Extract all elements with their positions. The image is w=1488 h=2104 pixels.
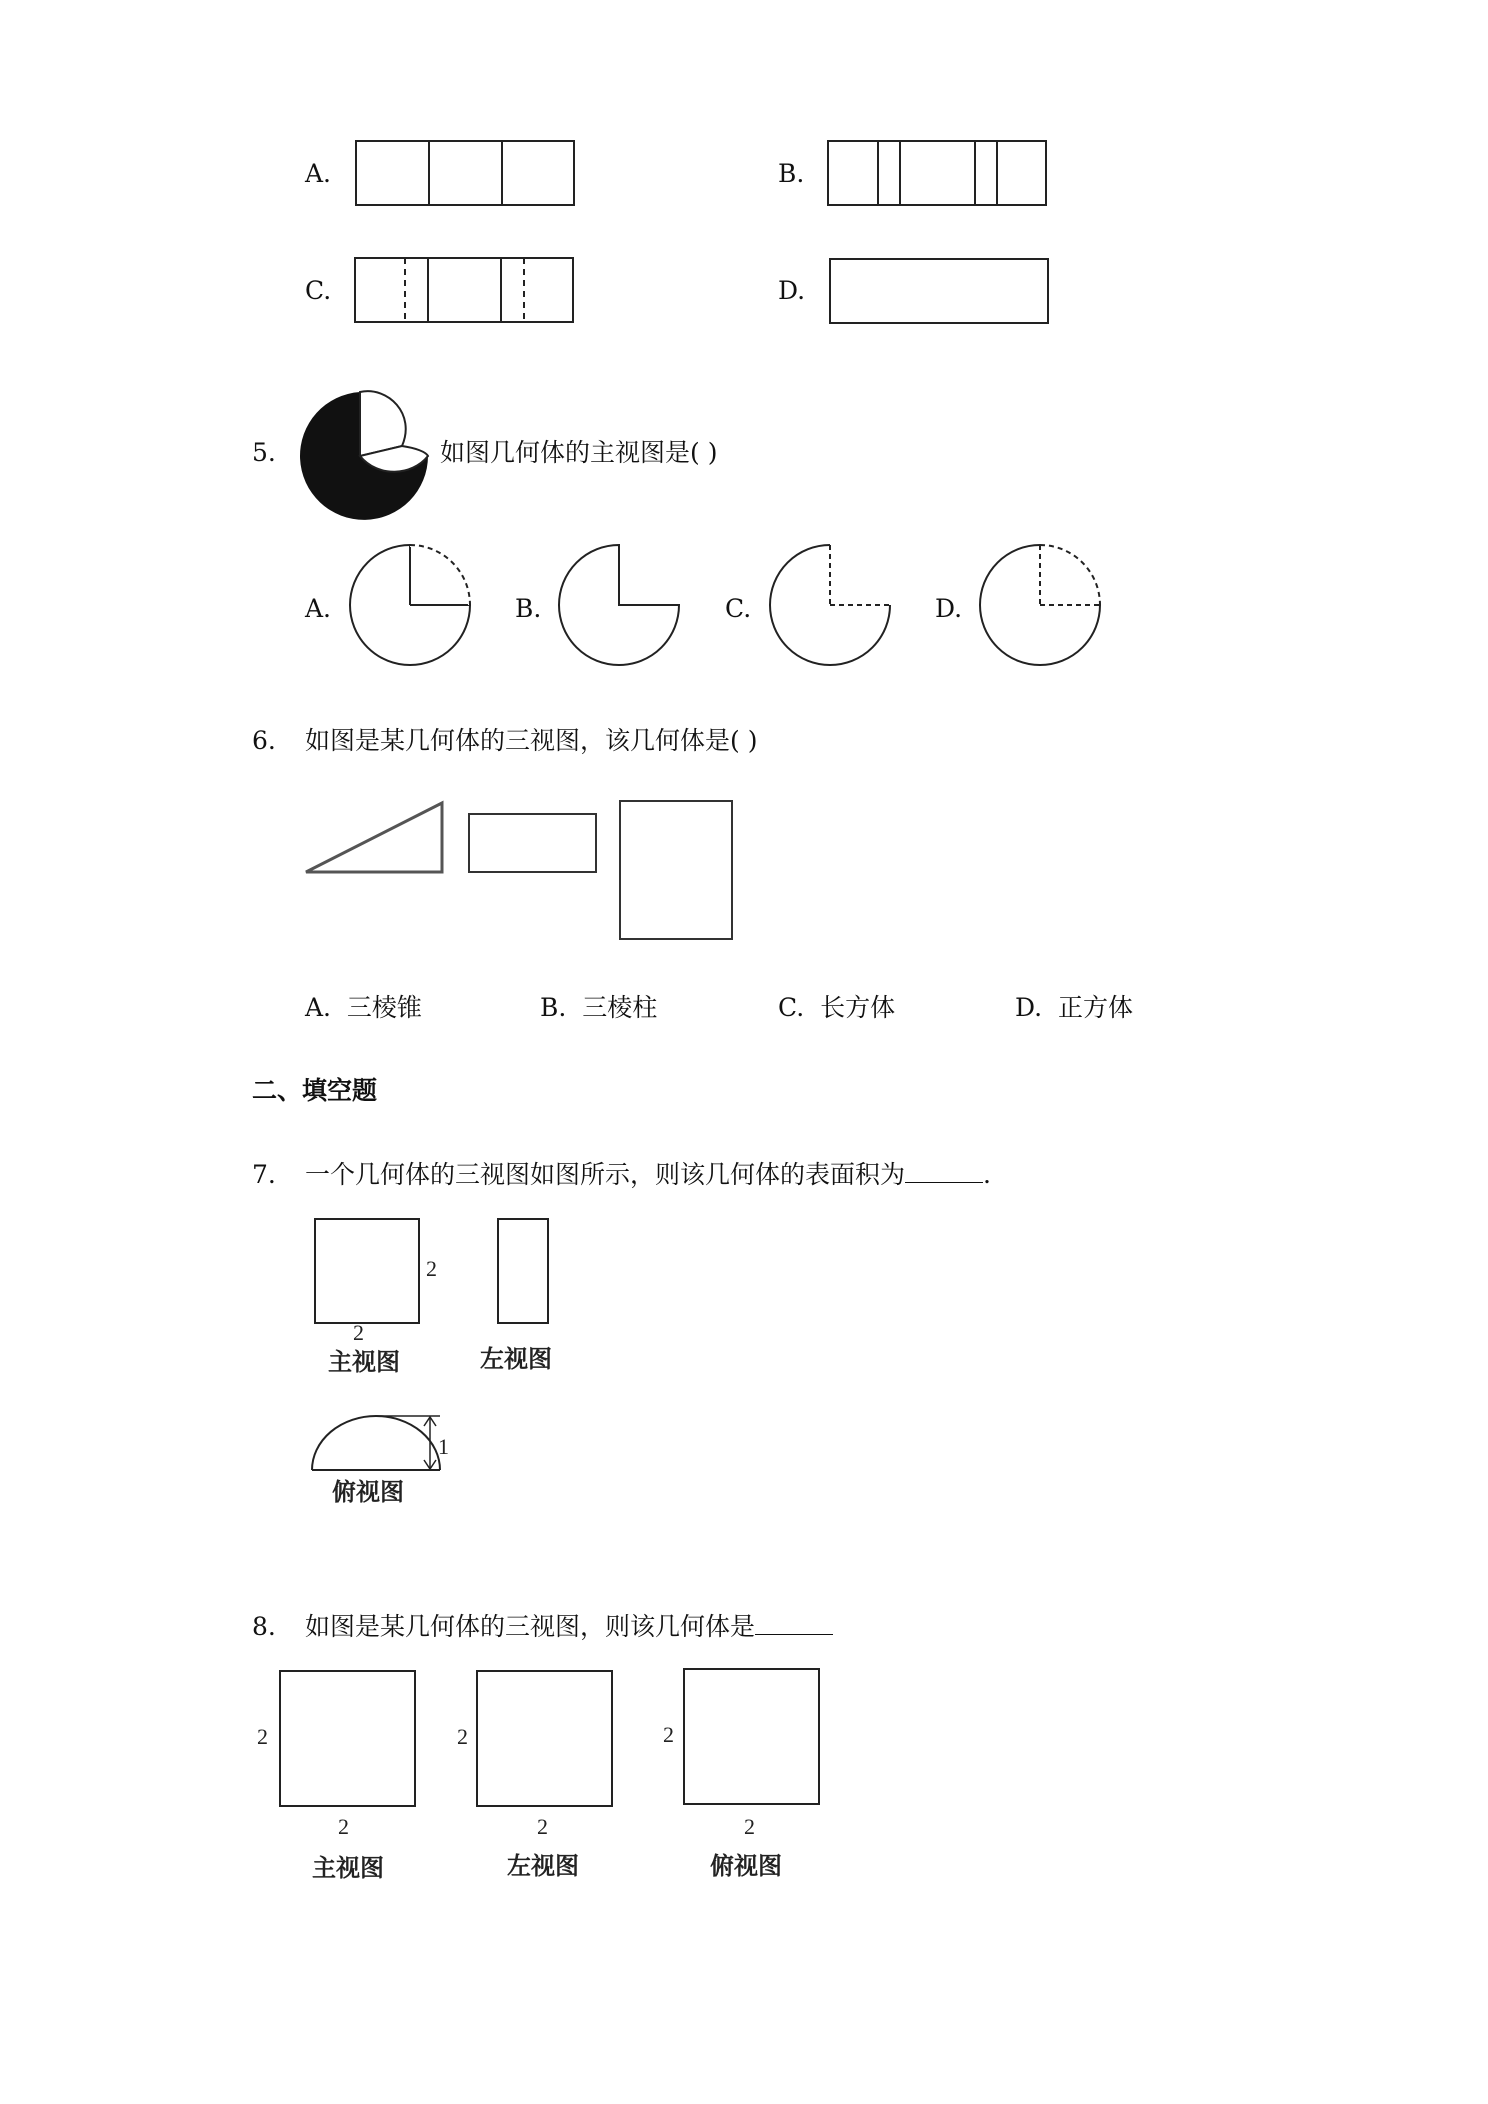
q6-option-d-text: 正方体 [1058, 993, 1134, 1022]
q5-solid-figure [304, 384, 434, 516]
q6-option-a-text: 三棱锥 [346, 993, 422, 1022]
q5-option-d-label: D. [935, 594, 963, 623]
q8-answer-blank[interactable] [755, 1612, 833, 1635]
q8-front-view-label: 主视图 [312, 1854, 384, 1882]
q7-front-side-dim: 2 [426, 1256, 437, 1281]
q4-option-a-label: A. [305, 159, 332, 188]
q8-top-view-label: 俯视图 [710, 1852, 782, 1880]
q6-option-d-letter: D. [1015, 993, 1043, 1022]
q4-option-c-figure [354, 257, 576, 325]
q5-option-a-label: A. [305, 594, 332, 623]
section-title-fill-in: 二、填空题 [252, 1076, 378, 1105]
q5-option-d-figure [978, 543, 1104, 669]
q8-front-view [279, 1670, 419, 1810]
q4-option-d-figure [829, 258, 1051, 326]
q8-top-bottom-dim: 2 [744, 1814, 755, 1839]
q7-front-view [314, 1218, 424, 1328]
q7-front-view-label: 主视图 [328, 1348, 400, 1376]
q8-left-left-dim: 2 [457, 1724, 468, 1749]
q6-option-a [305, 993, 422, 1023]
q7-question [305, 1160, 991, 1190]
q5-option-b-label: B. [515, 594, 542, 623]
q6-option-c-text: 长方体 [820, 993, 896, 1022]
q8-question-text: 如图是某几何体的三视图，则该几何体是 [305, 1612, 756, 1641]
q8-front-bottom-dim: 2 [338, 1814, 349, 1839]
q8-top-view [683, 1668, 823, 1808]
q4-option-a-figure [355, 140, 577, 208]
q8-left-bottom-dim: 2 [537, 1814, 548, 1839]
q6-number: 6. [252, 726, 276, 755]
q6-option-c [778, 993, 895, 1023]
q7-answer-blank[interactable] [905, 1160, 983, 1183]
q8-number: 8. [252, 1612, 276, 1641]
q5-number: 5. [252, 438, 276, 467]
q6-option-c-letter: C. [778, 993, 805, 1022]
q7-front-bottom-dim: 2 [353, 1320, 364, 1345]
q7-question-text: 一个几何体的三视图如图所示，则该几何体的表面积为 [305, 1160, 906, 1189]
q8-top-left-dim: 2 [663, 1722, 674, 1747]
q7-top-height-dim: 1 [438, 1434, 449, 1459]
q8-question [305, 1612, 833, 1642]
q6-option-a-letter: A. [305, 993, 332, 1022]
q7-end-mark: . [983, 1160, 991, 1189]
q7-left-view-label: 左视图 [480, 1345, 552, 1373]
q7-top-view [310, 1414, 450, 1474]
q5-option-a-figure [348, 543, 474, 669]
q6-question-text: 如图是某几何体的三视图，该几何体是( ) [305, 726, 758, 755]
q5-option-b-figure [557, 543, 683, 669]
q8-left-view [476, 1670, 616, 1810]
q8-left-view-label: 左视图 [507, 1852, 579, 1880]
q5-option-c-label: C. [725, 594, 752, 623]
q6-option-b [540, 993, 657, 1023]
q4-option-b-figure [827, 140, 1049, 208]
q5-question-text: 如图几何体的主视图是( ) [440, 438, 718, 467]
q6-option-d [1015, 993, 1133, 1023]
q6-option-b-text: 三棱柱 [582, 993, 658, 1022]
q6-option-b-letter: B. [540, 993, 567, 1022]
q4-option-d-label: D. [778, 276, 806, 305]
q5-option-c-figure [768, 543, 894, 669]
q4-option-c-label: C. [305, 276, 332, 305]
q7-number: 7. [252, 1160, 276, 1189]
q7-top-view-label: 俯视图 [332, 1478, 404, 1506]
q6-three-views [300, 795, 740, 945]
q8-front-left-dim: 2 [257, 1724, 268, 1749]
q4-option-b-label: B. [778, 159, 805, 188]
q7-left-view [497, 1218, 551, 1328]
